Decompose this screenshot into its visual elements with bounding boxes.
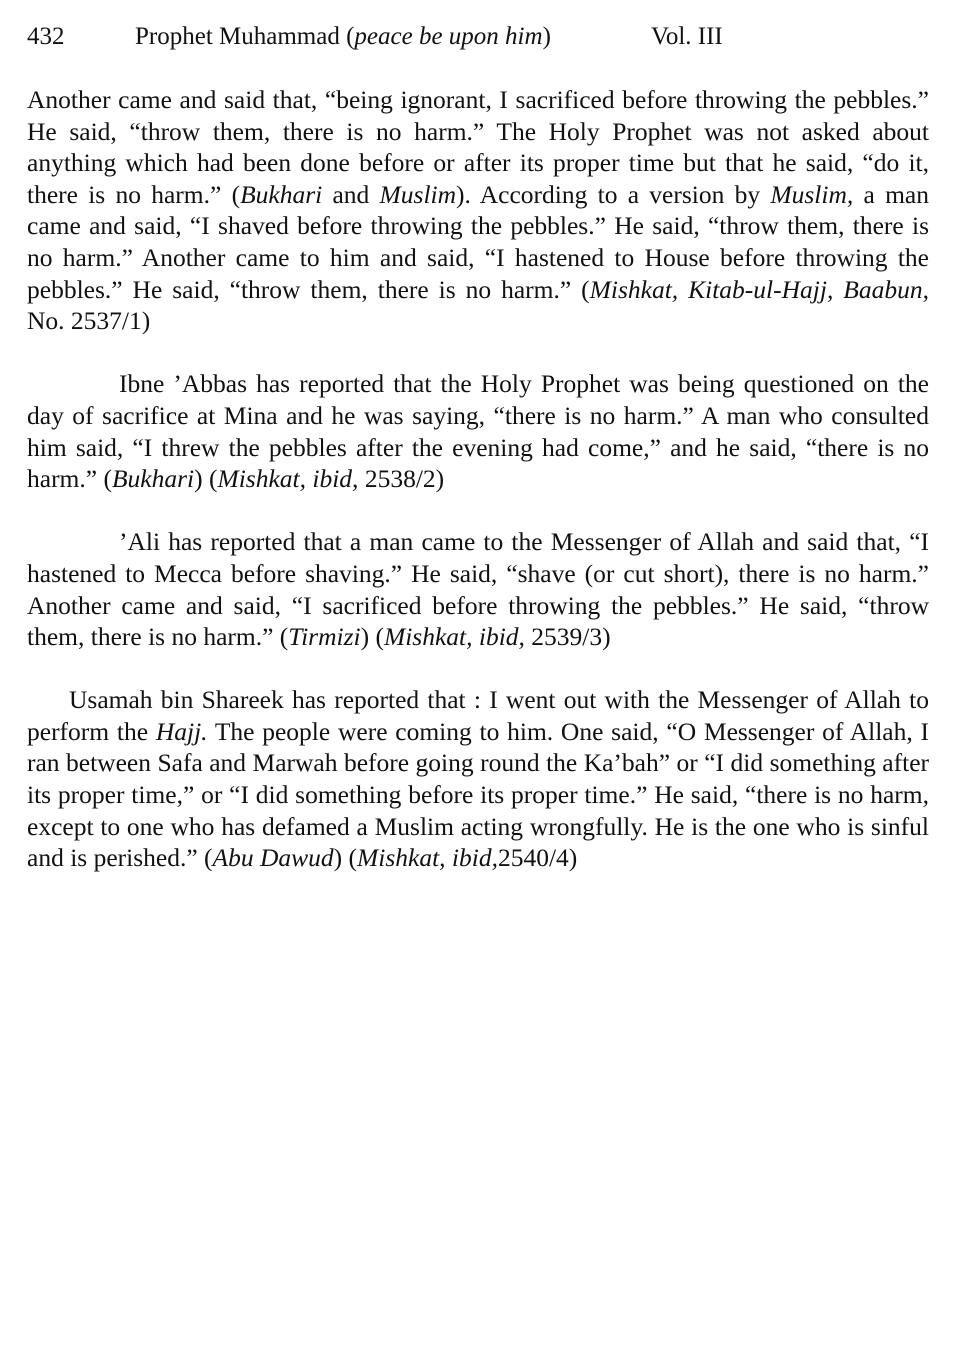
text-segment: ) ( [194, 464, 218, 494]
paragraph-4 [27, 684, 929, 874]
paragraph-3 [27, 526, 929, 652]
citation-segment: Muslim [379, 179, 457, 209]
text-segment: 2538/2) [358, 464, 445, 494]
page-header [27, 20, 787, 54]
running-title-main: Prophet Muhammad [135, 23, 347, 50]
text-segment: Usamah bin Shareek has reported that : I went out with the Messenger of Allah to perform the [27, 685, 929, 746]
text-segment: a man came and said, “I shaved before throwing the pebbles.” He said, “throw them, there is no harm.” Another came to him and said, “I hastened to House before throwing the pebbles.” He said, “throw them, there is no harm.” ( [27, 179, 929, 304]
citation-segment: Bukhari [111, 464, 195, 494]
citation-segment: Mishkat, ibid, [357, 843, 498, 873]
citation-segment: Abu Dawud [212, 843, 334, 873]
main-text [27, 84, 929, 905]
volume-label: Vol. III [651, 23, 723, 50]
citation-segment: Mishkat, ibid, [217, 464, 359, 494]
running-title-close-paren: ) [542, 23, 551, 50]
text-segment: Another came and said that, “being ignorant, I sacrificed before throwing the pebbles.” He said, “throw them, there is no harm.” The Holy Prophet was not asked about anything which had been done before or after its proper time but that he said, “do it, there is no harm.” ( [27, 85, 929, 209]
text-segment: The people were coming to him. One said, “O Messenger of Allah, I ran between Safa and Marwah before going round the Ka’bah” or “I did something after its proper time,” or “I did something before its proper time.” He said, “there is no harm, except to one who has defamed a Muslim acting wrongfully. He is the one who is sinful and is perished.” ( [27, 716, 929, 873]
citation-segment: Mishkat, Kitab-ul-Hajj, Baabun, [589, 274, 929, 304]
text-segment: ). According to a version by [456, 179, 771, 209]
text-segment: and [322, 179, 380, 209]
running-title-open-paren: ( [346, 23, 355, 50]
text-segment: ) ( [360, 622, 384, 652]
text-segment: 2540/4) [497, 843, 578, 873]
paragraph-1 [27, 84, 929, 337]
citation-segment: Hajj. [155, 716, 208, 746]
running-title [135, 20, 551, 54]
paragraph-2 [27, 368, 929, 494]
text-segment: No. 2537/1) [27, 306, 151, 336]
text-segment: 2539/3) [524, 622, 611, 652]
text-segment: ) ( [333, 843, 358, 873]
running-title-italic: peace be upon him [354, 23, 543, 50]
citation-segment: Tirmizi [288, 622, 361, 652]
text-segment: Ibne ’Abbas has reported that the Holy Prophet was being questioned on the day of sacrifice at Mina and he was saying, “there is no harm.” A man who consulted him said, “I threw the pebbles after the evening had come,” and he said, “there is no harm.” ( [27, 369, 929, 494]
text-segment: ’Ali has reported that a man came to the Messenger of Allah and said that, “I hastened to Mecca before shaving.” He said, “shave (or cut short), there is no harm.” Another came and said, “I sacrificed before throwing the pebbles.” He said, “throw them, there is no harm.” ( [27, 527, 929, 652]
citation-segment: Muslim, [770, 179, 854, 209]
page-number: 432 [27, 23, 65, 50]
citation-segment: Mishkat, ibid, [383, 622, 525, 652]
citation-segment: Bukhari [240, 179, 323, 209]
